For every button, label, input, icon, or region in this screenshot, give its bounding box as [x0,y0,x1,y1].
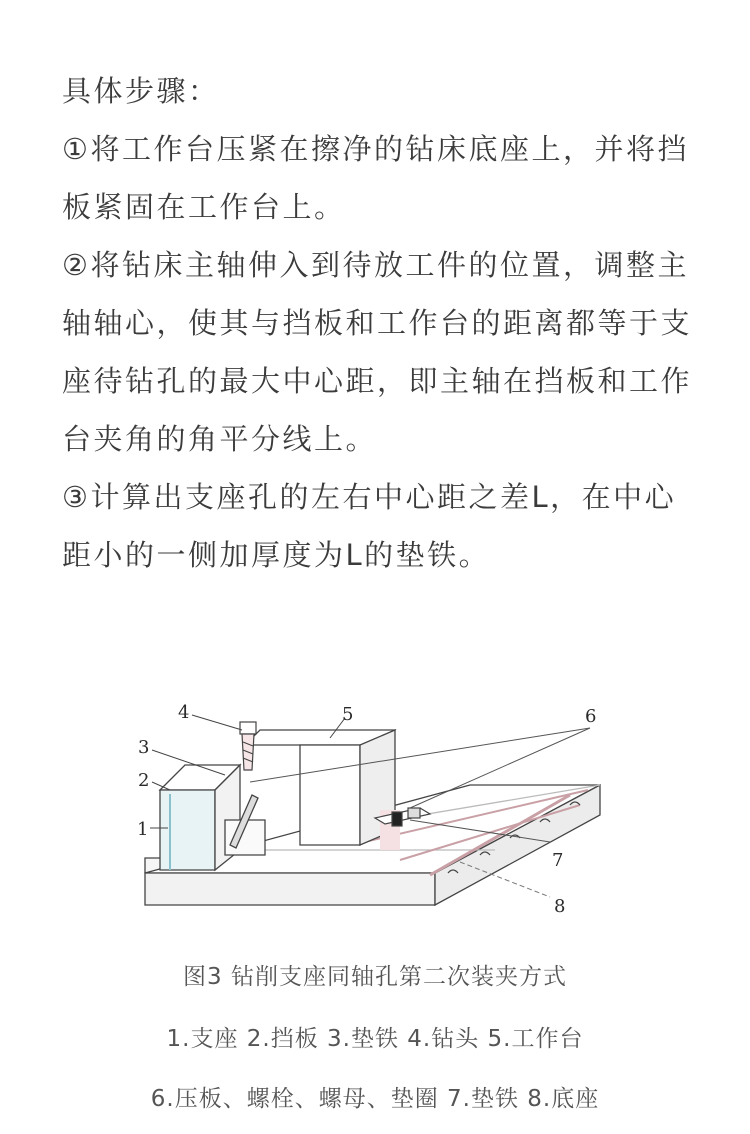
figure-caption: 图3 钻削支座同轴孔第二次装夹方式 [183,964,567,990]
label-6: 6 [585,706,597,727]
label-4: 4 [178,702,190,723]
steps-heading: 具体步骤： [62,74,220,108]
label-1: 1 [137,819,149,840]
figure-legend-line-1: 1.支座 2.挡板 3.垫铁 4.钻头 5.工作台 [166,1026,584,1052]
label-7: 7 [552,850,564,871]
label-3: 3 [138,737,150,758]
fixture-diagram [130,690,620,930]
label-2: 2 [138,770,150,791]
drill-bit [240,722,256,770]
figure-legend-line-2: 6.压板、螺栓、螺母、垫圈 7.垫铁 8.底座 [150,1086,600,1112]
worktable [245,730,400,850]
support-and-baffle [160,765,265,870]
article-body [62,62,702,584]
step-3-text: ③计算出支座孔的左右中心距之差L，在中心距小的一侧加厚度为L的垫铁。 [62,480,677,572]
label-5: 5 [342,704,354,725]
label-8: 8 [554,896,566,917]
fixture-drawing [130,690,620,930]
step-1-text: ①将工作台压紧在擦净的钻床底座上，并将挡板紧固在工作台上。 [62,132,689,224]
step-2-text: ②将钻床主轴伸入到待放工件的位置，调整主轴轴心，使其与挡板和工作台的距离都等于支座待钻孔的最大中心距，即主轴在挡板和工作台夹角的角平分线上。 [62,248,693,456]
